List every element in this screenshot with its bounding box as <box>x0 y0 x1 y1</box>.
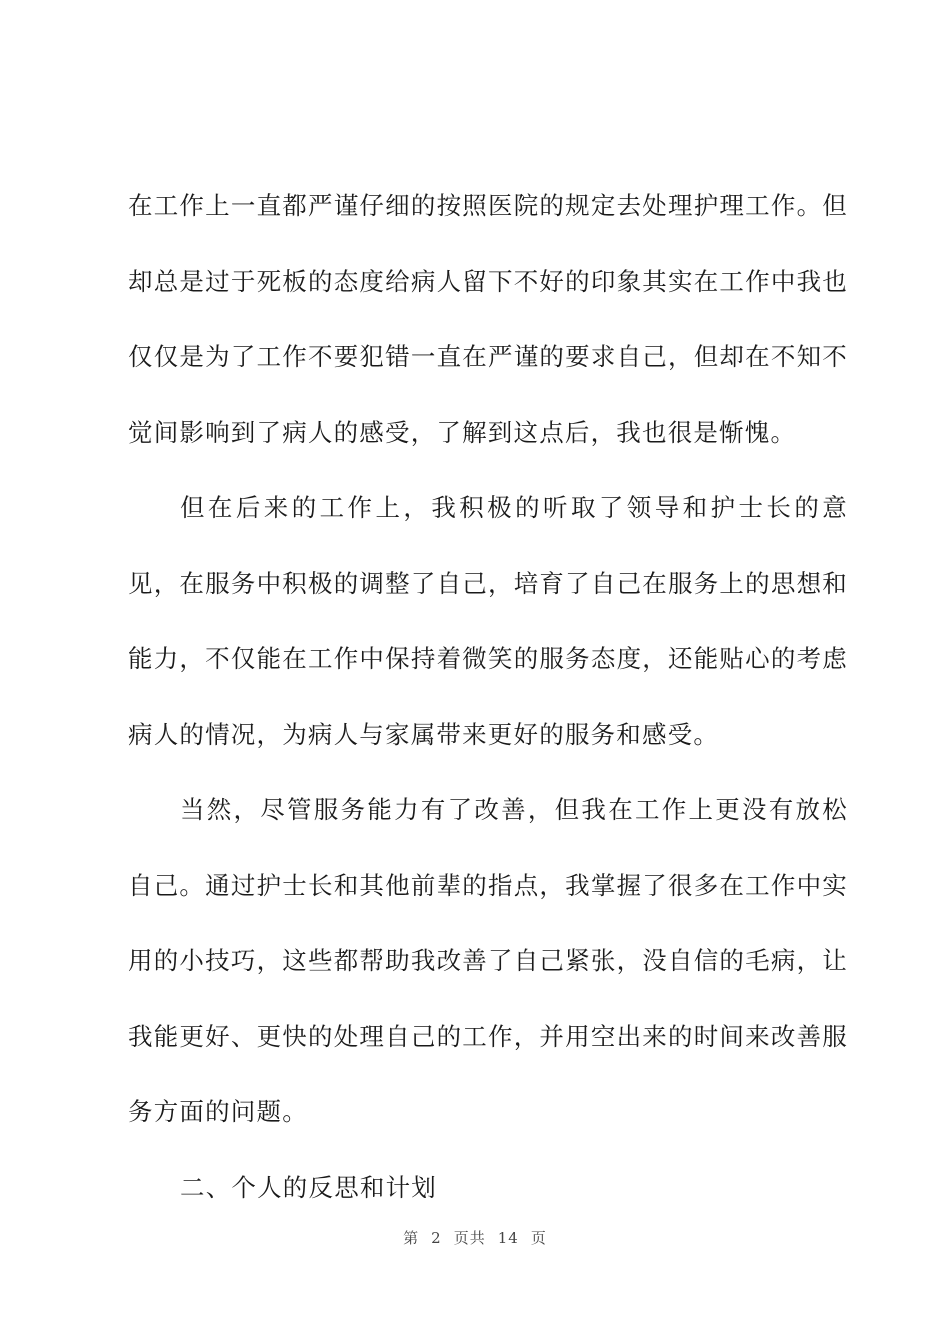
footer-current-page: 2 <box>431 1229 442 1247</box>
footer-label-page: 第 <box>403 1229 420 1247</box>
section-heading: 二、个人的反思和计划 <box>180 1172 437 1202</box>
paragraph-1: 在工作上一直都严谨仔细的按照医院的规定去处理护理工作。但却总是过于死板的态度给病人留下不好的印象其实在工作中我也仅仅是为了工作不要犯错一直在严谨的要求自己，但却在不知不觉间影响到了病人的感受，了解到这点后，我也很是惭愧。 <box>128 191 848 447</box>
footer-total-pages: 14 <box>497 1229 519 1247</box>
paragraph-3: 当然，尽管服务能力有了改善，但我在工作上更没有放松自己。通过护士长和其他前辈的指点，我掌握了很多在工作中实用的小技巧，这些都帮助我改善了自己紧张，没自信的毛病，让我能更好、更快的处理自己的工作，并用空出来的时间来改善服务方面的问题。 <box>128 795 848 1126</box>
document-body <box>128 168 848 1225</box>
footer-label-of: 页共 <box>453 1229 486 1247</box>
page-footer <box>0 1227 950 1248</box>
paragraph-2: 但在后来的工作上，我积极的听取了领导和护士长的意见，在服务中积极的调整了自己，培育了自己在服务上的思想和能力，不仅能在工作中保持着微笑的服务态度，还能贴心的考虑病人的情况，为病人与家属带来更好的服务和感受。 <box>128 493 848 749</box>
footer-label-end: 页 <box>530 1229 547 1247</box>
